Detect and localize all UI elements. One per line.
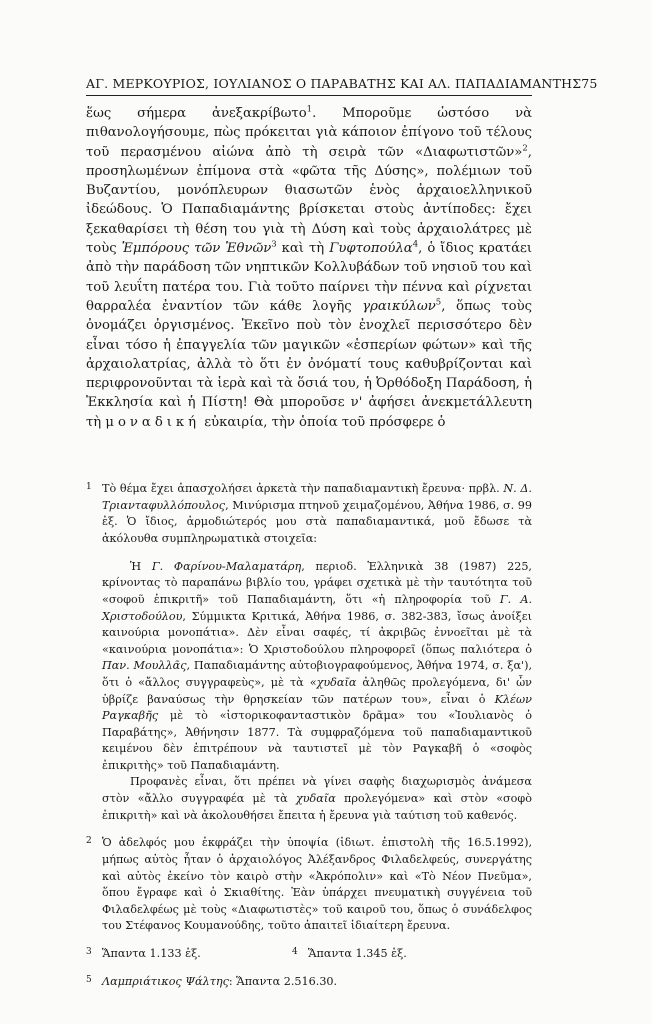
- footnote-4: [292, 946, 532, 963]
- main-text: [86, 104, 532, 432]
- text-run: , Παπαδιαμάντης αὐτοβιογραφούμενος, Ἀθήνα 1974, σ. ξα'), ὅτι ὁ «ἄλλος συγγραφεὺς», μὲ τὰ «: [102, 659, 532, 689]
- emphasis: χυδαῖα: [295, 792, 336, 806]
- footnote-number: 5: [86, 974, 92, 985]
- footnote-paragraph: [102, 774, 532, 824]
- text-run: μὲ τὸ «ἱστορικοφανταστικὸν δρᾶμα» του «Ἰουλιανὸς ὁ Παραβάτης», Ἀθήνησιν 1877. Τὰ συμφραζόμενα τοῦ παπαδιαμαντικοῦ κειμένου δὲν ἐπιτρέπουν νὰ ταυτιστεῖ μὲ τὸν Ραγκαβῆ ὁ «σοφὸς ἐπικριτὴς» τοῦ Παπαδιαμάντη.: [102, 709, 532, 772]
- text-run: προλεγόμενα» καὶ στὸν «σοφὸ ἐπικριτὴ» καὶ νὰ ἀκολουθήσει ἔπειτα ἡ ἔρευνα γιὰ ταύτιση τοῦ καθενός.: [102, 792, 532, 822]
- text-run: ἀληθῶς προλεγόμενα, δι' ὧν ὑβρίζε βαναύσως τὴν θρησκείαν τῶν πατέρων του», εἶναι ὁ: [102, 675, 532, 706]
- footnote-1: [86, 481, 532, 824]
- footnote-number: 4: [292, 947, 298, 958]
- author-name: Παν. Μουλλᾶς: [102, 659, 187, 673]
- footnote-number: 1: [86, 482, 92, 493]
- text-run: Προφανὲς εἶναι, ὅτι πρέπει νὰ γίνει σαφὴς διαχωρισμὸς ἀνάμεσα στὸν «ἄλλο συγγραφέα μὲ τὰ: [102, 775, 532, 806]
- footnote-ref: 1: [306, 104, 313, 115]
- footnotes: [86, 470, 532, 1002]
- text-run: , Σύμμικτα Κριτικά, Ἀθήνα 1986, σ. 382-383, ἴσως ἀνοίξει καινούρια μονοπάτια». Δὲν εἶναι σαφές, τί ἀκριβῶς ἐννοεῖται μὲ τὰ «καινούρια μονοπάτια»: Ὁ Χριστοδούλου πληροφορεῖ (ὅπως παλιότερα ὁ: [102, 609, 532, 656]
- text-run: Ἡ: [130, 559, 152, 573]
- text-run: , Μινύρισμα πτηνοῦ χειμαζομένου, Ἀθήνα 1986, σ. 99 ἑξ. Ὁ ἴδιος, ἁρμοδιώτερός μου στὰ παπαδιαμαντικά, μοῦ ἔδωσε τὰ ἀκόλουθα συμπληρωματικὰ στοιχεῖα:: [102, 498, 532, 545]
- text-run: εὐκαιρία, τὴν ὁποία τοῦ πρόσφερε ὁ: [200, 414, 446, 430]
- footnote-5: [86, 974, 532, 991]
- footnote-ref: 2: [522, 143, 528, 154]
- footnote-2: [86, 835, 532, 935]
- text-run: , ὅπως τοὺς ὀνομάζει ὀργισμένος. Ἐκεῖνο ποὺ τὸν ἐνοχλεῖ περισσότερο δὲν εἶναι τόσο ἡ ἐπαγγελία τῶν μαγικῶν «ἑσπερίων φώτων» καὶ τῆς ἀρχαιολατρίας, ἀλλὰ τὸ ὅτι ἐν ὀνόματί τους καθυβρίζονται καὶ περιφρονοῦνται τὰ ἱερὰ καὶ τὰ ὅσιά του, ἡ Ὀρθόδοξη Παράδοση, ἡ Ἐκκλησία καὶ ἡ Πίστη! Θὰ μποροῦσε ν' ἀφήσει ἀνεκμετάλλευτη τὴ: [86, 298, 532, 430]
- footnote-paragraph: [102, 481, 532, 547]
- footnote-text: Ἅπαντα 1.345 ἑξ.: [308, 947, 407, 961]
- work-title: Γυφτοπούλα: [329, 241, 413, 257]
- running-header: [86, 76, 598, 91]
- page-number: 75: [581, 76, 598, 91]
- work-title: Ἐμπόρους τῶν Ἐθνῶν: [121, 241, 272, 257]
- footnote-number: 3: [86, 947, 92, 958]
- text-run: ἕως σήμερα ἀνεξακρίβωτο: [86, 106, 307, 121]
- text-run: Τὸ θέμα ἔχει ἀπασχολήσει ἀρκετὰ τὴν παπαδιαμαντικὴ ἔρευνα· πρβλ.: [102, 482, 504, 496]
- text-run: , ὁ ἴδιος κρατάει ἀπὸ τὴν παράδοση τῶν νηπτικῶν Κολλυβάδων τοῦ νησιοῦ του καὶ τοῦ λευΐτη πατέρα του. Γιὰ τοῦτο παίρνει τὴν πέννα καὶ ρίχνεται θαρραλέα ἐναντίον τῶν κάθε λογῆς: [86, 241, 532, 314]
- emphasis: γραικύλων: [362, 298, 436, 314]
- footnote-ref: 3: [271, 239, 277, 250]
- spaced-emphasis: μοναδική: [105, 414, 201, 430]
- header-rule: [86, 95, 532, 96]
- footnote-text: Ἅπαντα 1.133 ἑξ.: [102, 947, 201, 961]
- text-run: . Μποροῦμε ὡστόσο νὰ πιθανολογήσουμε, πὼς πρόκειται γιὰ κάποιον ἐπίγονο τοῦ τέλους τοῦ περασμένου αἰώνα ἀπὸ τὴ σειρὰ τῶν «Διαφωτιστῶν»: [86, 106, 533, 160]
- footnote-paragraph: [102, 559, 532, 775]
- author-name: Γ. Α. Χριστοδούλου: [102, 592, 533, 623]
- text-run: : Ἅπαντα 2.516.30.: [228, 974, 338, 988]
- author-name: Γ. Φαρίνου-Μαλαματάρη: [151, 559, 302, 573]
- work-title: Λαμπριάτικος Ψάλτης: [102, 974, 229, 988]
- text-run: , περιοδ. Ἑλληνικὰ 38 (1987) 225, κρίνοντας τὸ παραπάνω βιβλίο του, γράφει σχετικὰ μὲ τὴν ταυτότητα τοῦ «σοφοῦ ἐπικριτῆ» τοῦ Παπαδιαμάντη, ὅτι «ἡ πληροφορία τοῦ: [102, 559, 532, 606]
- footnote-3: [86, 946, 292, 963]
- author-name: Ν. Δ. Τριανταφυλλόπουλος: [102, 482, 532, 512]
- body-paragraph: [86, 104, 532, 432]
- emphasis: χυδαῖα: [316, 675, 357, 689]
- author-name: Κλέων Ραγκαβῆς: [102, 692, 532, 723]
- footnote-ref: 4: [412, 239, 419, 250]
- footnote-number: 2: [86, 836, 92, 847]
- footnote-paragraph: [102, 974, 532, 991]
- footnote-ref: 5: [435, 297, 442, 308]
- footnote-row: [86, 946, 532, 963]
- text-run: , προσηλωμένων ἐπίμονα στὰ «φῶτα τῆς Δύσης», πολέμιων τοῦ Βυζαντίου, μονόπλευρων θιασωτῶν ἑνὸς ἀρχαιοελληνικοῦ ἰδεώδους. Ὁ Παπαδιαμάντης βρίσκεται στοὺς ἀντίποδες: ἔχει ξεκαθαρίσει τὴ θέση του γιὰ τὴ Δύση καὶ τοὺς ἀρχαιολάτρες μὲ τοὺς: [86, 144, 532, 257]
- footnote-paragraph: Ὁ ἀδελφός μου ἐκφράζει τὴν ὑποψία (ἰδιωτ. ἐπιστολὴ τῆς 16.5.1992), μήπως αὐτὸς ἦταν ὁ ἀρχαιολόγος Ἀλέξανδρος Φιλαδελφεύς, συνεργάτης καὶ αὐτὸς ἐκείνο τὸν καιρὸ στὴν «Ἀκρόπολιν» καὶ «Τὸ Νέον Πνεῦμα», ὅπου ἔγραφε καὶ ὁ Σκιαθίτης. Ἐὰν ὑπάρχει πνευματικὴ συγγένεια τοῦ Φιλαδελφέως μὲ τοὺς «Διαφωτιστὲς» τοῦ καιροῦ του, ὅπως ὁ συνάδελφος του Στέφανος Κουμανούδης, τοῦτο ἀπαιτεῖ ἰδιαίτερη ἔρευνα.: [102, 836, 532, 933]
- text-run: καὶ τὴ: [276, 241, 330, 257]
- running-header-title: ΑΓ. ΜΕΡΚΟΥΡΙΟΣ, ΙΟΥΛΙΑΝΟΣ Ο ΠΑΡΑΒΑΤΗΣ ΚΑΙ ΑΛ. ΠΑΠΑΔΙΑΜΑΝΤΗΣ: [86, 76, 582, 91]
